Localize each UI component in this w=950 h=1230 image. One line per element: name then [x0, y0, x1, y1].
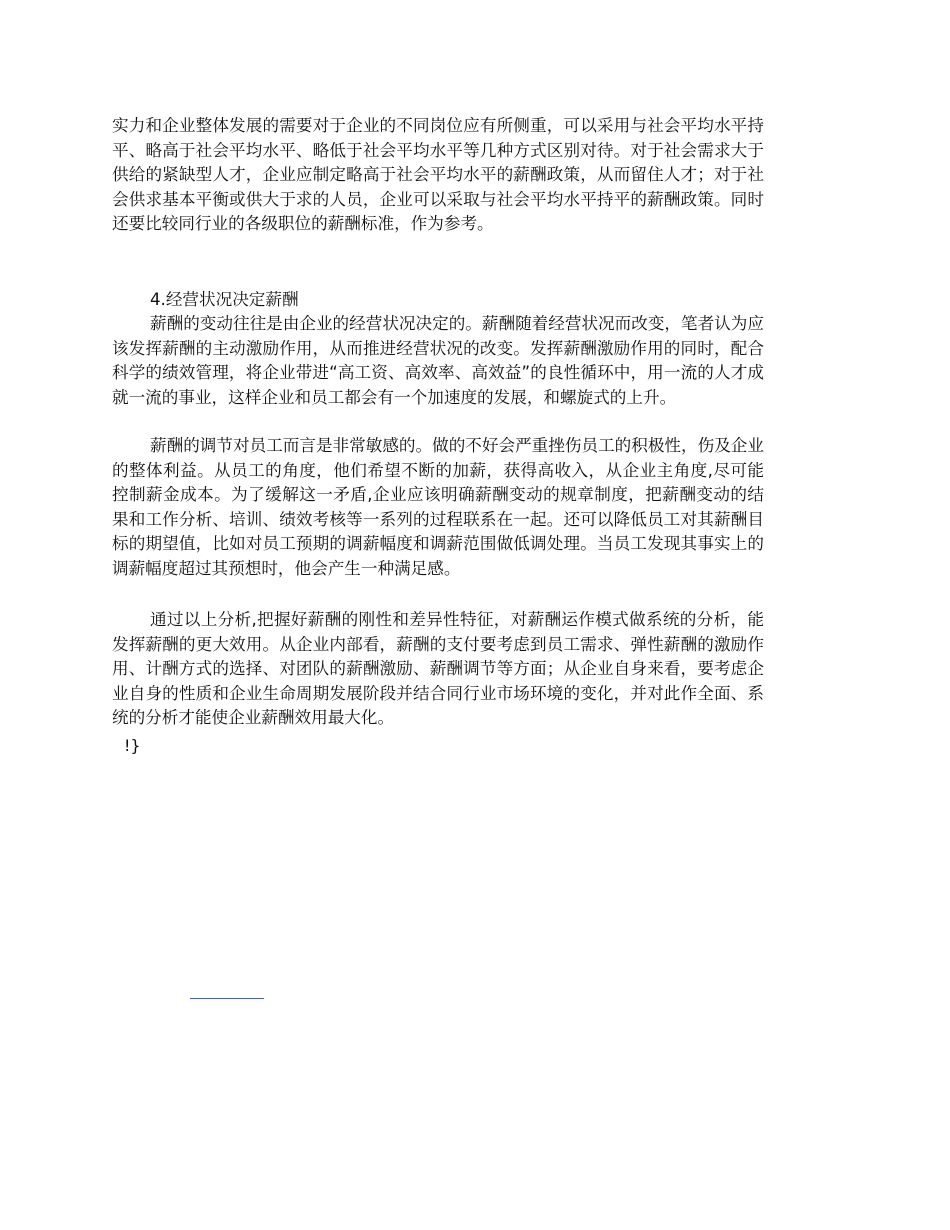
body-paragraph-2: 薪酬的变动往往是由企业的经营状况决定的。薪酬随着经营状况而改变，笔者认为应该发挥薪酬的主动激励作用，从而推进经营状况的改变。发挥薪酬激励作用的同时，配合科学的绩效管理，将企业带进“高工资、高效率、高效益”的良性循环中，用一流的人才成就一流的事业，这样企业和员工都会有一个加速度的发展，和螺旋式的上升。 — [112, 314, 764, 407]
body-paragraph-3: 薪酬的调节对员工而言是非常敏感的。做的不好会严重挫伤员工的积极性，伤及企业的整体利益。从员工的角度，他们希望不断的加薪，获得高收入，从企业主角度,尽可能控制薪金成本。为了缓解这一矛盾,企业应该明确薪酬变动的规章制度，把薪酬变动的结果和工作分析、培训、绩效考核等一系列的过程联系在一起。还可以降低员工对其薪酬目标的期望值，比如对员工预期的调薪幅度和调薪范围做低调处理。当员工发现其事实上的调薪幅度超过其预想时，他会产生一种满足感。 — [112, 436, 764, 578]
section-heading: 4.经营状况决定薪酬 — [150, 290, 299, 309]
stray-marks: !} — [124, 736, 141, 755]
body-paragraph-4: 通过以上分析,把握好薪酬的刚性和差异性特征，对薪酬运作模式做系统的分析，能发挥薪酬的更大效用。从企业内部看，薪酬的支付要考虑到员工需求、弹性薪酬的激励作用、计酬方式的选择、对团队的薪酬激励、薪酬调节等方面；从企业自身来看，要考虑企业自身的性质和企业生命周期发展阶段并结合同行业市场环境的变化，并对此作全面、系统的分析才能使企业薪酬效用最大化。 — [112, 610, 764, 727]
body-paragraph-1: 实力和企业整体发展的需要对于企业的不同岗位应有所侧重，可以采用与社会平均水平持平、略高于社会平均水平、略低于社会平均水平等几种方式区别对待。对于社会需求大于供给的紧缺型人才，企业应制定略高于社会平均水平的薪酬政策，从而留住人才；对于社会供求基本平衡或供大于求的人员，企业可以采取与社会平均水平持平的薪酬政策。同时还要比较同行业的各级职位的薪酬标准，作为参考。 — [112, 116, 764, 233]
footnote-rule — [190, 998, 264, 999]
